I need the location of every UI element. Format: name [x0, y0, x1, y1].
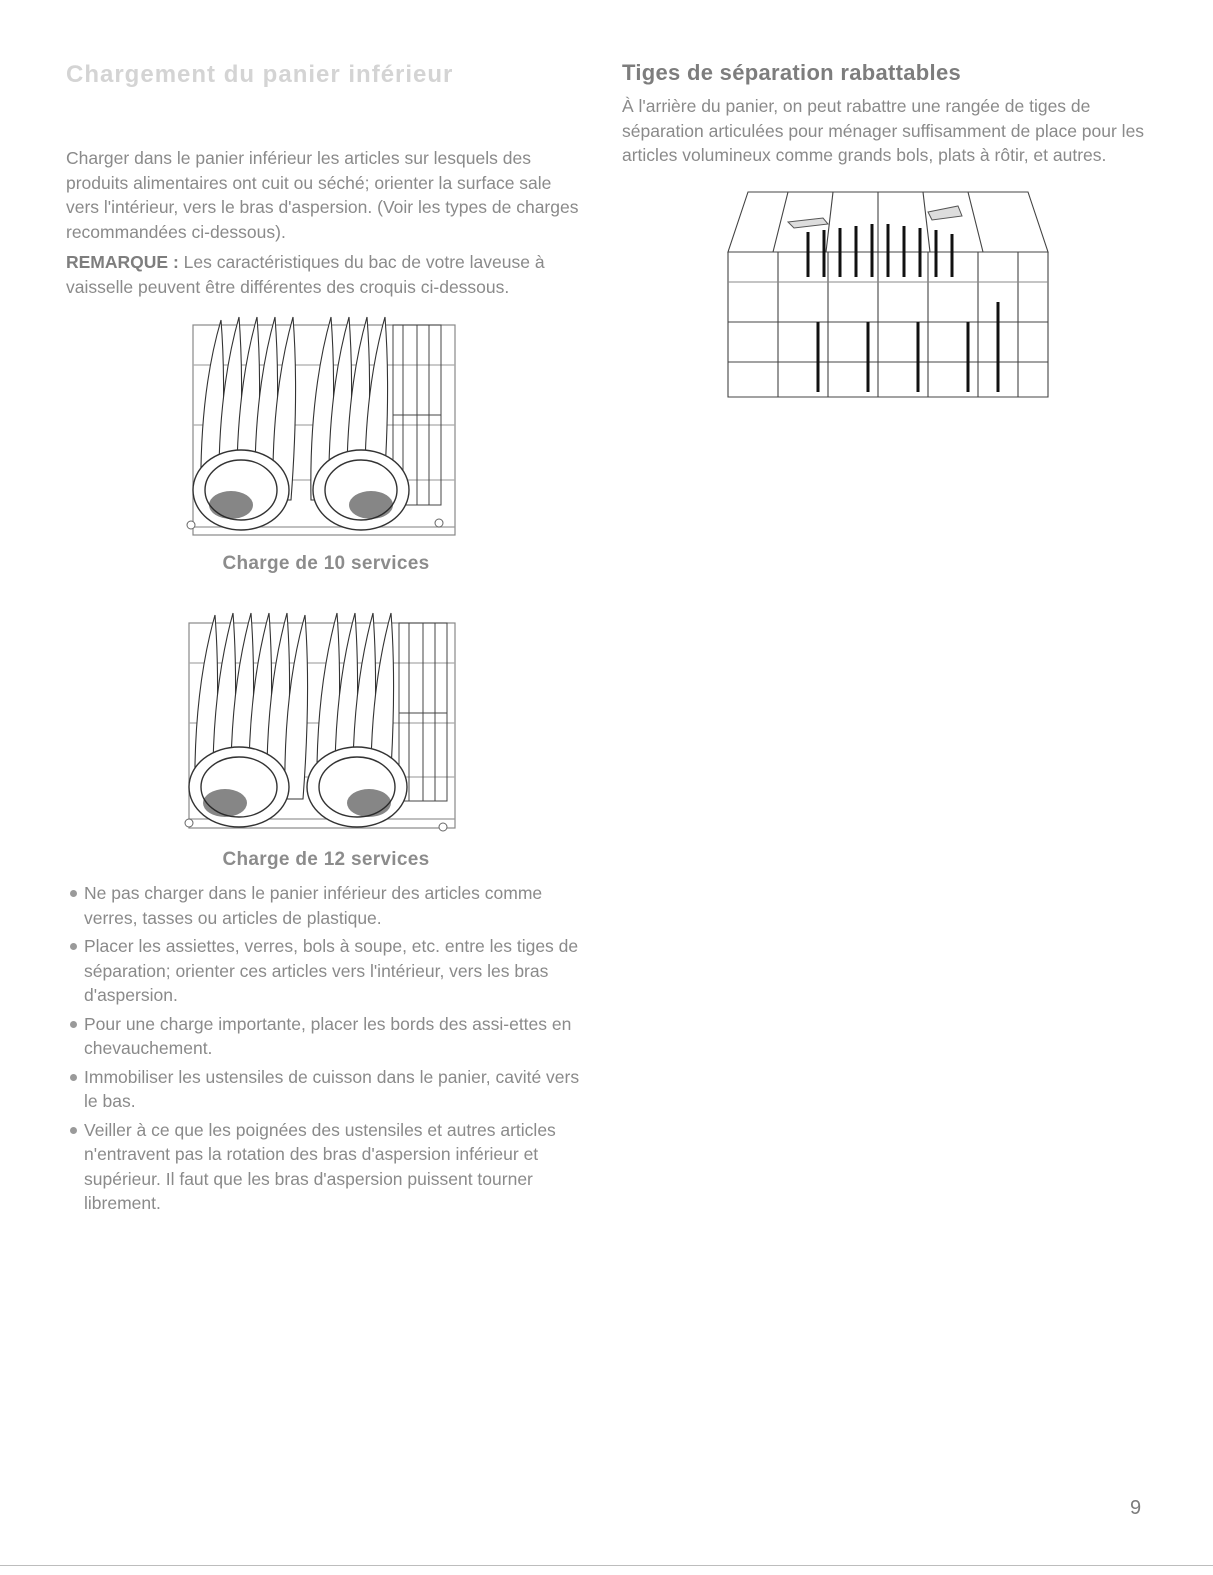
faded-section-heading: Chargement du panier inférieur [66, 61, 454, 88]
right-column [622, 60, 1162, 417]
note-text: Les caractéristiques du bac de votre laveuse à vaisselle peuvent être différentes des croquis ci-dessous. [66, 252, 545, 297]
section-title: Tiges de séparation rabattables [622, 60, 962, 85]
figure-12-caption: Charge de 12 services [222, 849, 430, 870]
list-item: Veiller à ce que les poignées des ustensiles et autres articles n'entravent pas la rotation des bras d'aspersion inférieur et supérieur. Il faut que les bras d'aspersion puissent tourner librement. [66, 1118, 586, 1216]
rack-10-illustration [181, 305, 471, 545]
page-number: 9 [1130, 1497, 1142, 1519]
fold-down-tines-figure [718, 182, 1162, 417]
figure-12-services [181, 601, 471, 871]
note-label: REMARQUE : [66, 252, 179, 272]
figure-10-caption: Charge de 10 services [222, 553, 430, 574]
rack-12-illustration [181, 601, 471, 841]
loading-tips-list [66, 881, 586, 1216]
list-item: Pour une charge importante, placer les bords des assi-ettes en chevauchement. [66, 1012, 586, 1061]
figure-10-services [181, 305, 471, 575]
note-paragraph [66, 250, 586, 299]
list-item: Ne pas charger dans le panier inférieur des articles comme verres, tasses ou articles de plastique. [66, 881, 586, 930]
left-column [66, 60, 586, 1220]
bottom-rule [0, 1565, 1213, 1566]
list-item: Placer les assiettes, verres, bols à soupe, etc. entre les tiges de séparation; orienter ces articles vers l'intérieur, vers les bras d'aspersion. [66, 934, 586, 1008]
intro-paragraph: Charger dans le panier inférieur les articles sur lesquels des produits alimentaires ont cuit ou séché; orienter la surface sale vers l'intérieur, vers le bras d'aspersion. (Voir les types de charges recommandées ci-dessous). [66, 148, 579, 242]
list-item: Immobiliser les ustensiles de cuisson dans le panier, cavité vers le bas. [66, 1065, 586, 1114]
rack-tines-illustration [718, 182, 1058, 412]
section-body: À l'arrière du panier, on peut rabattre une rangée de tiges de séparation articulées pour ménager suffisamment de place pour les articles volumineux comme grands bols, plats à rôtir, et autres. [622, 96, 1145, 165]
